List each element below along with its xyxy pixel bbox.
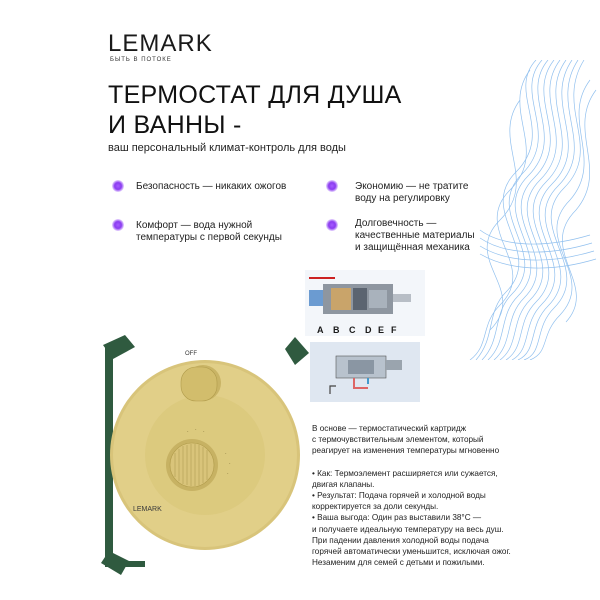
product-logo: LEMARK [133, 506, 162, 513]
feature-safety [136, 181, 286, 193]
feature-text: Экономию — не тратите [355, 181, 469, 192]
svg-text:·: · [187, 429, 189, 435]
description-line: В основе — термостатический картридж [312, 424, 467, 433]
feature-comfort [136, 220, 282, 244]
subtitle: ваш персональный климат-контроль для воды [108, 142, 346, 154]
feature-text: качественные материалы [355, 230, 475, 241]
description-line: реагирует на изменения температуры мгновенно [312, 446, 500, 456]
title-line-2: И ВАННЫ - [108, 111, 242, 139]
diagram-letter-a: A [317, 325, 324, 335]
feature-text: воду на регулировку [355, 193, 450, 204]
cartridge-illustration [305, 270, 425, 336]
description-line: двигая клапаны. [312, 479, 375, 489]
bullet-dot-icon [112, 219, 124, 231]
diagram-letter-f: F [391, 325, 397, 335]
svg-text:·: · [227, 471, 229, 477]
title-line-1: ТЕРМОСТАТ ДЛЯ ДУША [108, 81, 402, 109]
svg-text:·: · [229, 461, 231, 467]
diagram-letter-c: C [349, 325, 356, 335]
flow-illustration [310, 342, 420, 402]
thermostat-product-image [95, 325, 310, 590]
bullet-dot-icon [326, 180, 338, 192]
flow-diagram [310, 342, 420, 402]
feature-durability [355, 218, 475, 254]
bullet-dot-icon [112, 180, 124, 192]
description-line: горячей автоматически уменьшится, исключая ожог. [312, 547, 511, 557]
feature-text: Комфорт — вода нужной [136, 220, 253, 231]
svg-text:·: · [225, 451, 227, 457]
bullet-dot-icon [326, 219, 338, 231]
description-line: • Результат: Подача горячей и холодной воды [312, 491, 486, 501]
svg-text:·: · [195, 427, 197, 433]
description-line: При падении давления холодной воды подача [312, 535, 489, 545]
cartridge-diagram [305, 270, 425, 336]
feature-economy [355, 181, 468, 205]
description-line: • Ваша выгода: Один раз выставили 38°C — [312, 513, 482, 523]
description-block [312, 423, 582, 568]
brand-name: LEMARK [108, 30, 213, 57]
description-line: • Как: Термоэлемент расширяется или сужается, [312, 468, 498, 478]
feature-text: и защищённая механика [355, 242, 470, 253]
description-spacer [312, 457, 582, 468]
feature-text: Долговечность — [355, 218, 437, 229]
description-line: и получаете идеальную температуру на весь душ. [312, 524, 504, 534]
description-line: с термочувствительным элементом, который [312, 435, 484, 445]
description-line: Незаменим для семей с детьми и пожилыми. [312, 558, 485, 568]
description-line: корректируется за доли секунды. [312, 502, 439, 512]
feature-text: температуры с первой секунды [136, 232, 282, 243]
diagram-letter-b: B [333, 325, 340, 335]
diagram-letter-d: D [365, 325, 372, 335]
svg-text:·: · [203, 429, 205, 435]
page-title [108, 80, 402, 140]
diagram-letter-e: E [378, 325, 385, 335]
off-label: OFF [185, 351, 197, 357]
brand-logo [108, 32, 213, 63]
brand-tagline: БЫТЬ В ПОТОКЕ [110, 57, 172, 63]
feature-text: Безопасность — никаких ожогов [136, 181, 287, 192]
